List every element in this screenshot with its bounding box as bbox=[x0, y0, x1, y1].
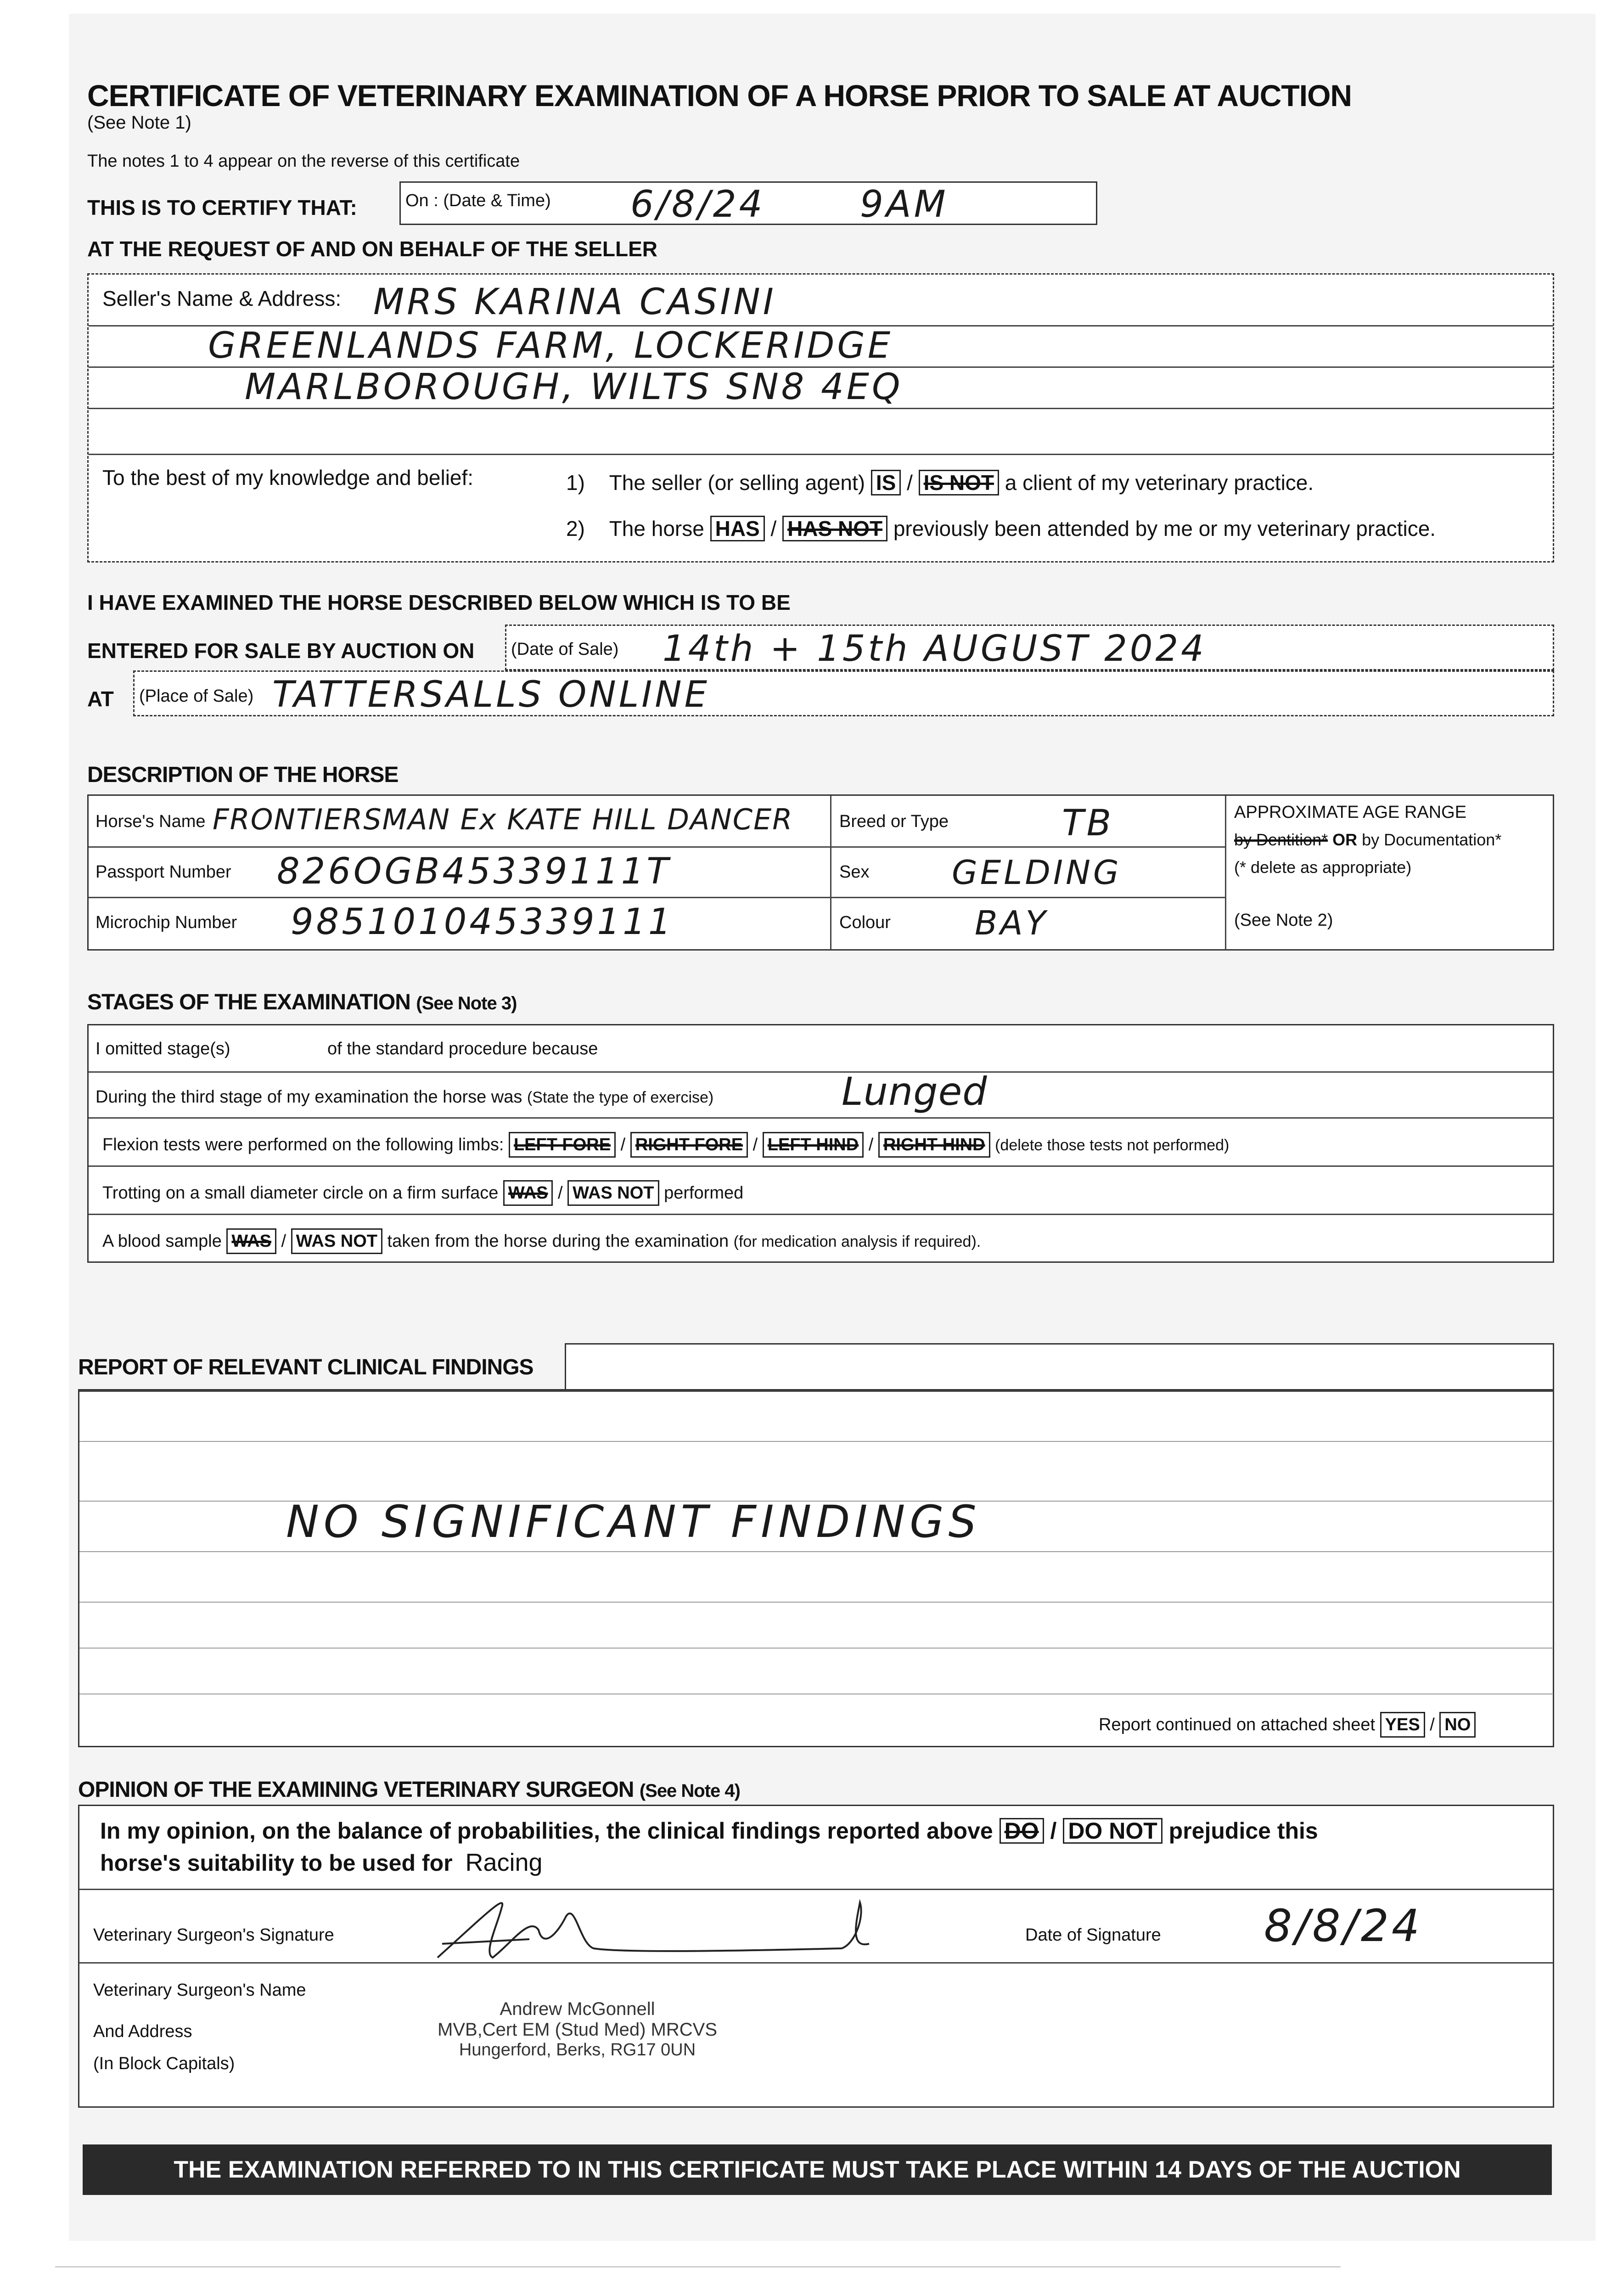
vet-stamp bbox=[438, 1999, 717, 2060]
blood-was[interactable]: WAS bbox=[226, 1228, 276, 1254]
age-by-dentition[interactable]: by Dentition* bbox=[1234, 830, 1328, 849]
sale-date-label: (Date of Sale) bbox=[511, 640, 619, 659]
blood-post: taken from the horse during the examination bbox=[387, 1232, 729, 1251]
breed-label: Breed or Type bbox=[839, 812, 949, 831]
sex-value[interactable]: GELDING bbox=[952, 853, 1122, 892]
statement-1-pre: The seller (or selling agent) bbox=[609, 471, 865, 495]
omitted-label: I omitted stage(s) bbox=[95, 1039, 230, 1058]
age-by-documentation[interactable]: by Documentation* bbox=[1362, 830, 1502, 849]
continued-no[interactable]: NO bbox=[1439, 1712, 1476, 1738]
separator: / bbox=[620, 1135, 626, 1154]
age-range-title: APPROXIMATE AGE RANGE bbox=[1234, 803, 1467, 822]
horse-name-label: Horse's Name bbox=[95, 812, 206, 831]
age-delete-note: (* delete as appropriate) bbox=[1234, 858, 1412, 877]
age-see-note-2: (See Note 2) bbox=[1234, 911, 1333, 930]
opinion-do[interactable]: DO bbox=[1000, 1818, 1044, 1844]
sale-place-box[interactable] bbox=[133, 670, 1554, 716]
horse-name-value[interactable]: FRONTIERSMAN Ex KATE HILL DANCER bbox=[213, 803, 793, 836]
knowledge-label: To the best of my knowledge and belief: bbox=[102, 466, 474, 490]
seller-line-3[interactable]: MARLBOROUGH, WILTS SN8 4EQ bbox=[245, 366, 903, 408]
microchip-label: Microchip Number bbox=[95, 913, 237, 932]
certificate-title: CERTIFICATE OF VETERINARY EXAMINATION OF A HORSE PRIOR TO SALE AT AUCTION bbox=[87, 79, 1352, 113]
date-of-signature-value[interactable]: 8/8/24 bbox=[1264, 1900, 1422, 1952]
footer-banner: THE EXAMINATION REFERRED TO IN THIS CERTIFICATE MUST TAKE PLACE WITHIN 14 DAYS OF THE AUCTION bbox=[83, 2144, 1552, 2195]
continued-yes[interactable]: YES bbox=[1380, 1712, 1425, 1738]
seller-box bbox=[87, 273, 1554, 563]
vet-signature[interactable] bbox=[428, 1889, 887, 1967]
at-label: AT bbox=[87, 687, 114, 711]
flexion-left-fore[interactable]: LEFT FORE bbox=[509, 1132, 616, 1158]
age-or: OR bbox=[1332, 830, 1358, 849]
seller-label: Seller's Name & Address: bbox=[102, 287, 342, 310]
opinion-title-text: OPINION OF THE EXAMINING VETERINARY SURGEON bbox=[78, 1778, 634, 1802]
separator: / bbox=[281, 1232, 286, 1251]
flexion-left-hind[interactable]: LEFT HIND bbox=[763, 1132, 864, 1158]
block-capitals-label: (In Block Capitals) bbox=[93, 2054, 235, 2073]
report-header-box bbox=[565, 1343, 1554, 1389]
vet-name-label: Veterinary Surgeon's Name bbox=[93, 1981, 306, 2000]
trot-was-not[interactable]: WAS NOT bbox=[567, 1180, 659, 1206]
sale-date-box[interactable] bbox=[505, 625, 1554, 670]
sale-place-value: TATTERSALLS ONLINE bbox=[272, 674, 710, 715]
statement-1-num: 1) bbox=[566, 471, 585, 495]
sale-place-label: (Place of Sale) bbox=[139, 687, 254, 706]
separator: / bbox=[753, 1135, 758, 1154]
on-date-time-label: On : (Date & Time) bbox=[405, 191, 551, 210]
opinion-line-2 bbox=[100, 1848, 543, 1877]
third-stage-hint: (State the type of exercise) bbox=[527, 1089, 714, 1106]
separator: / bbox=[558, 1183, 563, 1203]
breed-value[interactable]: TB bbox=[1062, 803, 1114, 844]
see-note-1: (See Note 1) bbox=[87, 113, 191, 133]
examined-label: I HAVE EXAMINED THE HORSE DESCRIBED BELOW WHICH IS TO BE bbox=[87, 591, 791, 614]
exam-time: 9AM bbox=[860, 183, 949, 225]
separator: / bbox=[868, 1135, 874, 1154]
blood-label: A blood sample bbox=[102, 1232, 222, 1251]
colour-label: Colour bbox=[839, 913, 891, 932]
opinion-line-1 bbox=[100, 1818, 1318, 1844]
trot-row bbox=[102, 1180, 743, 1206]
report-section-title: REPORT OF RELEVANT CLINICAL FINDINGS bbox=[78, 1355, 534, 1379]
stamp-name: Andrew McGonnell bbox=[500, 1999, 655, 2019]
opinion-see-note: (See Note 4) bbox=[639, 1781, 740, 1801]
opinion-text-2: prejudice this bbox=[1168, 1818, 1318, 1844]
statement-2-pre: The horse bbox=[609, 517, 704, 540]
opinion-suitability: horse's suitability to be used for bbox=[100, 1850, 453, 1876]
flexion-right-hind[interactable]: RIGHT HIND bbox=[878, 1132, 990, 1158]
stages-table bbox=[87, 1024, 1554, 1263]
horse-table bbox=[87, 794, 1554, 951]
has-option[interactable]: HAS bbox=[710, 516, 765, 541]
exercise-value[interactable]: Lunged bbox=[842, 1069, 988, 1114]
is-option[interactable]: IS bbox=[871, 470, 901, 495]
certificate-page bbox=[69, 14, 1595, 2241]
report-continued bbox=[1099, 1712, 1476, 1738]
third-stage-label: During the third stage of my examination the horse was bbox=[95, 1087, 522, 1107]
opinion-box bbox=[78, 1805, 1554, 2108]
blood-hint: (for medication analysis if required). bbox=[733, 1233, 981, 1250]
seller-line-1[interactable]: MRS KARINA CASINI bbox=[373, 281, 776, 323]
trot-was[interactable]: WAS bbox=[503, 1180, 553, 1206]
report-box[interactable] bbox=[78, 1389, 1554, 1747]
exam-date: 6/8/24 bbox=[630, 183, 765, 225]
sale-date-value: 14th + 15th AUGUST 2024 bbox=[663, 628, 1207, 670]
entered-label: ENTERED FOR SALE BY AUCTION ON bbox=[87, 639, 475, 663]
blood-row bbox=[102, 1228, 981, 1254]
flexion-label: Flexion tests were performed on the following limbs: bbox=[102, 1135, 504, 1154]
flexion-row bbox=[102, 1132, 1229, 1158]
horse-section-title: DESCRIPTION OF THE HORSE bbox=[87, 763, 399, 787]
opinion-section-title bbox=[78, 1777, 740, 1802]
is-not-option[interactable]: IS NOT bbox=[919, 470, 999, 495]
third-stage bbox=[95, 1087, 713, 1107]
report-findings: NO SIGNIFICANT FINDINGS bbox=[286, 1496, 981, 1548]
stamp-qualifications: MVB,Cert EM (Stud Med) MRCVS bbox=[438, 2020, 718, 2040]
report-continued-label: Report continued on attached sheet bbox=[1099, 1715, 1376, 1734]
sex-label: Sex bbox=[839, 862, 870, 882]
flexion-post: (delete those tests not performed) bbox=[995, 1137, 1230, 1154]
address-label: And Address bbox=[93, 2022, 192, 2041]
separator: / bbox=[770, 517, 777, 540]
statement-2-post: previously been attended by me or my veterinary practice. bbox=[893, 517, 1436, 540]
flexion-right-fore[interactable]: RIGHT FORE bbox=[630, 1132, 748, 1158]
stages-see-note: (See Note 3) bbox=[416, 993, 517, 1013]
statement-2-num: 2) bbox=[566, 517, 585, 540]
signature-label: Veterinary Surgeon's Signature bbox=[93, 1925, 334, 1945]
blood-was-not[interactable]: WAS NOT bbox=[291, 1228, 382, 1254]
opinion-do-not[interactable]: DO NOT bbox=[1063, 1818, 1162, 1844]
passport-label: Passport Number bbox=[95, 862, 231, 882]
notes-line: The notes 1 to 4 appear on the reverse of this certificate bbox=[87, 152, 520, 171]
colour-value[interactable]: BAY bbox=[975, 904, 1049, 942]
opinion-use[interactable]: Racing bbox=[465, 1849, 543, 1876]
certify-label: THIS IS TO CERTIFY THAT: bbox=[87, 196, 357, 219]
separator: / bbox=[907, 471, 913, 495]
stages-section-title bbox=[87, 990, 517, 1015]
date-time-box[interactable] bbox=[399, 181, 1097, 225]
statement-2 bbox=[566, 516, 1436, 541]
opinion-text-1: In my opinion, on the balance of probabilities, the clinical findings reported above bbox=[100, 1818, 993, 1844]
passport-value[interactable]: 826OGB45339111T bbox=[277, 851, 671, 892]
request-label: AT THE REQUEST OF AND ON BEHALF OF THE SELLER bbox=[87, 237, 657, 261]
statement-1 bbox=[566, 470, 1314, 495]
microchip-value[interactable]: 985101045339111 bbox=[291, 901, 674, 943]
omitted-post: of the standard procedure because bbox=[327, 1039, 598, 1058]
seller-line-2[interactable]: GREENLANDS FARM, LOCKERIDGE bbox=[208, 325, 893, 366]
date-of-signature-label: Date of Signature bbox=[1025, 1925, 1161, 1945]
trot-label: Trotting on a small diameter circle on a firm surface bbox=[102, 1183, 499, 1203]
page-bottom-rule bbox=[55, 2266, 1341, 2268]
separator: / bbox=[1430, 1715, 1435, 1734]
statement-1-post: a client of my veterinary practice. bbox=[1005, 471, 1314, 495]
age-range-options bbox=[1234, 830, 1501, 850]
trot-performed: performed bbox=[664, 1183, 744, 1203]
stages-title-text: STAGES OF THE EXAMINATION bbox=[87, 990, 410, 1014]
separator: / bbox=[1050, 1818, 1057, 1844]
stamp-address: Hungerford, Berks, RG17 0UN bbox=[459, 2040, 696, 2060]
has-not-option[interactable]: HAS NOT bbox=[782, 516, 887, 541]
